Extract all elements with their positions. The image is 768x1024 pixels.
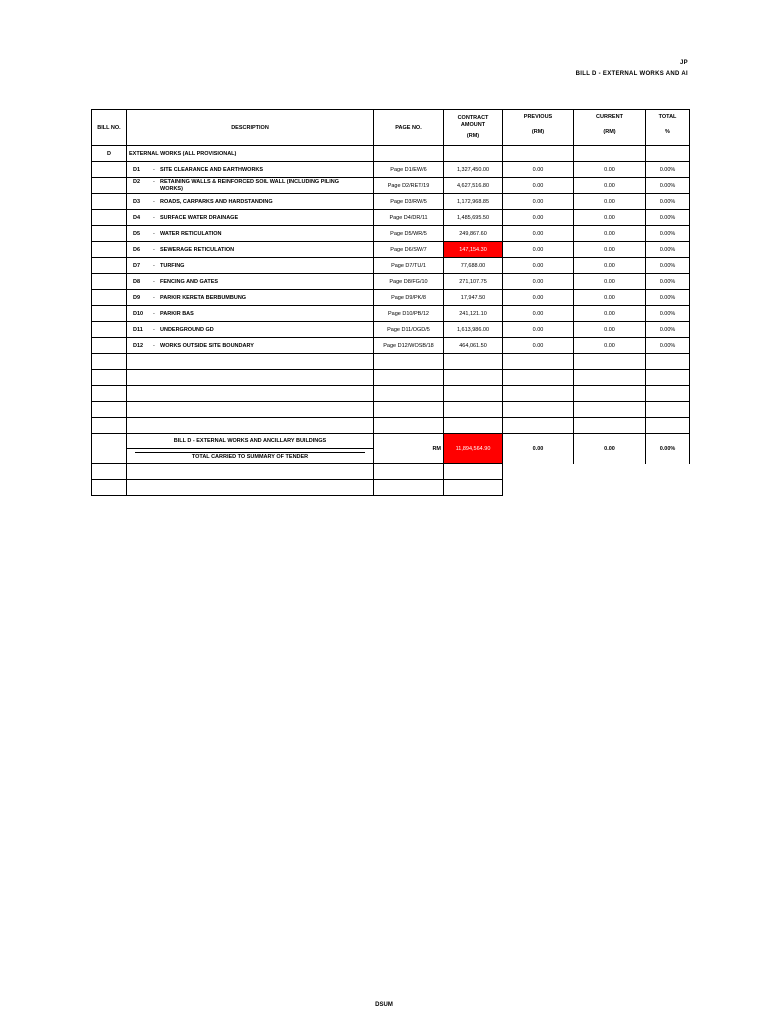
row-description: D6 - SEWERAGE RETICULATION [127, 242, 374, 258]
summary-page [374, 434, 444, 464]
col-current: CURRENT (RM) [574, 110, 646, 146]
row-current: 0.00 [574, 210, 646, 226]
row-description: D11 - UNDERGROUND GD [127, 322, 374, 338]
row-page-no: Page D1/EW/6 [374, 162, 444, 178]
table-row [92, 258, 690, 274]
row-code: D1 [133, 166, 141, 173]
row-description: D3 - ROADS, CARPARKS AND HARDSTANDING [127, 194, 374, 210]
row-total: 0.00% [646, 306, 690, 322]
empty-cell [444, 370, 503, 386]
row-desc-text: ROADS, CARPARKS AND HARDSTANDING [160, 198, 273, 205]
row-previous: 0.00 [503, 194, 574, 210]
empty-row [92, 386, 690, 402]
empty-cell [127, 464, 374, 480]
empty-cell [646, 354, 690, 370]
summary-description [127, 434, 374, 449]
sheet-footer: DSUM [375, 1002, 393, 1008]
row-page-no: Page D11/OGD/5 [374, 322, 444, 338]
row-description: D10 - PARKIR BAS [127, 306, 374, 322]
row-description: D9 - PARKIR KERETA BERBUMBUNG [127, 290, 374, 306]
row-bill-no [92, 258, 127, 274]
row-contract-amount: 1,172,968.85 [444, 194, 503, 210]
summary-total: 0.00% [646, 434, 690, 464]
row-desc-text: SEWERAGE RETICULATION [160, 246, 235, 253]
empty-row [92, 402, 690, 418]
col-contract-amount: CONTRACT AMOUNT (RM) [444, 110, 503, 146]
empty-cell [374, 354, 444, 370]
row-total: 0.00% [646, 226, 690, 242]
empty-cell [646, 480, 690, 496]
empty-cell [127, 402, 374, 418]
section-title: EXTERNAL WORKS (ALL PROVISIONAL) [127, 146, 374, 162]
row-bill-no [92, 322, 127, 338]
empty-cell [92, 418, 127, 434]
row-contract-amount: 1,327,450.00 [444, 162, 503, 178]
summary-amount: 11,894,564.90 [444, 434, 503, 464]
empty-row [92, 464, 690, 480]
row-contract-amount: 4,627,516.80 [444, 178, 503, 194]
row-page-no: Page D8/FG/10 [374, 274, 444, 290]
table-row [92, 178, 690, 194]
empty-cell [127, 480, 374, 496]
row-contract-amount: 17,947.50 [444, 290, 503, 306]
empty-cell [127, 354, 374, 370]
row-bill-no [92, 338, 127, 354]
row-total: 0.00% [646, 274, 690, 290]
row-code: D2 [133, 178, 141, 185]
row-page-no: Page D7/TU/1 [374, 258, 444, 274]
row-contract-amount: 271,107.75 [444, 274, 503, 290]
row-desc-text: PARKIR BAS [160, 310, 194, 317]
row-previous: 0.00 [503, 274, 574, 290]
row-current: 0.00 [574, 322, 646, 338]
row-page-no: Page D9/PK/8 [374, 290, 444, 306]
summary-rm-label: RM [432, 445, 441, 452]
empty-cell [374, 418, 444, 434]
row-previous: 0.00 [503, 242, 574, 258]
empty-cell [444, 480, 503, 496]
row-total: 0.00% [646, 210, 690, 226]
empty-row [92, 418, 690, 434]
table-row [92, 306, 690, 322]
row-current: 0.00 [574, 178, 646, 194]
table-row [92, 290, 690, 306]
table-row [92, 226, 690, 242]
row-total: 0.00% [646, 178, 690, 194]
table-row [92, 194, 690, 210]
col-page-no: PAGE NO. [374, 110, 444, 146]
row-contract-amount: 249,867.60 [444, 226, 503, 242]
empty-row [92, 354, 690, 370]
empty-cell [574, 418, 646, 434]
empty-cell [374, 464, 444, 480]
empty-cell [503, 418, 574, 434]
row-current: 0.00 [574, 226, 646, 242]
header-code: JP [680, 60, 688, 66]
row-bill-no [92, 162, 127, 178]
row-total: 0.00% [646, 258, 690, 274]
row-code: D11 [133, 326, 143, 333]
row-bill-no [92, 306, 127, 322]
row-desc-text: WORKS OUTSIDE SITE BOUNDARY [160, 342, 254, 349]
empty-cell [127, 370, 374, 386]
empty-cell [646, 418, 690, 434]
table-row [92, 210, 690, 226]
row-previous: 0.00 [503, 162, 574, 178]
empty-cell [92, 354, 127, 370]
row-description: D5 - WATER RETICULATION [127, 226, 374, 242]
row-page-no: Page D5/WR/5 [374, 226, 444, 242]
empty-cell [127, 418, 374, 434]
empty-cell [92, 402, 127, 418]
row-code: D10 [133, 310, 144, 317]
row-total: 0.00% [646, 322, 690, 338]
row-total: 0.00% [646, 242, 690, 258]
row-desc-text: RETAINING WALLS & REINFORCED SOIL WALL (INCLUDING PILING WORKS) [160, 178, 340, 192]
row-page-no: Page D12/WOSB/18 [374, 338, 444, 354]
row-code: D12 [133, 342, 144, 349]
summary-bill-no [92, 434, 127, 464]
empty-cell [574, 402, 646, 418]
row-desc-text: FENCING AND GATES [160, 278, 219, 285]
row-previous: 0.00 [503, 322, 574, 338]
empty-cell [444, 354, 503, 370]
summary-current: 0.00 [574, 434, 646, 464]
row-previous: 0.00 [503, 226, 574, 242]
row-page-no: Page D2/RET/19 [374, 178, 444, 194]
row-desc-text: TURFING [160, 262, 185, 269]
empty-cell [92, 386, 127, 402]
empty-cell [503, 402, 574, 418]
row-code: D4 [133, 214, 141, 221]
row-bill-no [92, 178, 127, 194]
summary-line2: TOTAL CARRIED TO SUMMARY OF TENDER [135, 452, 365, 461]
row-previous: 0.00 [503, 258, 574, 274]
row-total: 0.00% [646, 162, 690, 178]
empty-cell [374, 480, 444, 496]
row-bill-no [92, 210, 127, 226]
empty-cell [646, 464, 690, 480]
row-previous: 0.00 [503, 178, 574, 194]
header-bill-title: BILL D - EXTERNAL WORKS AND AI [575, 71, 688, 77]
row-page-no: Page D3/RW/5 [374, 194, 444, 210]
empty-cell [646, 370, 690, 386]
table-row [92, 242, 690, 258]
empty-cell [127, 386, 374, 402]
row-current: 0.00 [574, 338, 646, 354]
row-current: 0.00 [574, 290, 646, 306]
row-bill-no [92, 194, 127, 210]
row-contract-amount: 1,485,695.50 [444, 210, 503, 226]
row-desc-text: SURFACE WATER DRAINAGE [160, 214, 239, 221]
row-page-no: Page D6/SW/7 [374, 242, 444, 258]
col-total: TOTAL % [646, 110, 690, 146]
empty-cell [92, 464, 127, 480]
row-contract-amount: 77,688.00 [444, 258, 503, 274]
row-code: D8 [133, 278, 141, 285]
row-bill-no [92, 242, 127, 258]
row-desc-text: WATER RETICULATION [160, 230, 222, 237]
row-previous: 0.00 [503, 306, 574, 322]
empty-cell [574, 480, 646, 496]
table-row [92, 274, 690, 290]
col-previous: PREVIOUS (RM) [503, 110, 574, 146]
row-contract-amount: 1,613,986.00 [444, 322, 503, 338]
row-current: 0.00 [574, 242, 646, 258]
row-code: D9 [133, 294, 141, 301]
empty-cell [503, 464, 574, 480]
row-current: 0.00 [574, 258, 646, 274]
row-description: D1 - SITE CLEARANCE AND EARTHWORKS [127, 162, 374, 178]
empty-row [92, 480, 690, 496]
table-header-row [92, 110, 690, 146]
table-row [92, 162, 690, 178]
empty-cell [92, 480, 127, 496]
row-previous: 0.00 [503, 338, 574, 354]
row-description: D12 - WORKS OUTSIDE SITE BOUNDARY [127, 338, 374, 354]
row-contract-amount: 464,061.50 [444, 338, 503, 354]
empty-cell [574, 354, 646, 370]
empty-cell [444, 386, 503, 402]
row-total: 0.00% [646, 290, 690, 306]
empty-cell [503, 480, 574, 496]
summary-line1: BILL D - EXTERNAL WORKS AND ANCILLARY BUILDINGS [173, 437, 327, 444]
empty-cell [92, 370, 127, 386]
empty-cell [374, 402, 444, 418]
row-code: D6 [133, 246, 141, 253]
table-row [92, 338, 690, 354]
row-total: 0.00% [646, 338, 690, 354]
empty-cell [444, 464, 503, 480]
row-current: 0.00 [574, 162, 646, 178]
empty-cell [374, 370, 444, 386]
row-description: D7 - TURFING [127, 258, 374, 274]
row-code: D7 [133, 262, 141, 269]
row-description: D8 - FENCING AND GATES [127, 274, 374, 290]
row-bill-no [92, 290, 127, 306]
section-bill-no: D [92, 146, 127, 162]
empty-cell [444, 402, 503, 418]
row-description: D4 - SURFACE WATER DRAINAGE [127, 210, 374, 226]
row-contract-amount: 147,154.30 [444, 242, 503, 258]
col-description: DESCRIPTION [127, 110, 374, 146]
row-previous: 0.00 [503, 290, 574, 306]
row-previous: 0.00 [503, 210, 574, 226]
empty-cell [503, 370, 574, 386]
empty-cell [646, 386, 690, 402]
row-contract-amount: 241,121.10 [444, 306, 503, 322]
empty-cell [444, 418, 503, 434]
row-page-no: Page D4/DR/11 [374, 210, 444, 226]
row-desc-text: PARKIR KERETA BERBUMBUNG [160, 294, 247, 301]
table-row [92, 322, 690, 338]
empty-cell [574, 386, 646, 402]
row-page-no: Page D10/PB/12 [374, 306, 444, 322]
empty-row [92, 370, 690, 386]
empty-cell [503, 354, 574, 370]
row-code: D5 [133, 230, 141, 237]
row-current: 0.00 [574, 194, 646, 210]
row-desc-text: UNDERGROUND GD [160, 326, 214, 333]
summary-previous: 0.00 [503, 434, 574, 464]
row-code: D3 [133, 198, 141, 205]
summary-row [92, 434, 690, 449]
row-total: 0.00% [646, 194, 690, 210]
empty-cell [646, 402, 690, 418]
section-row [92, 146, 690, 162]
row-desc-text: SITE CLEARANCE AND EARTHWORKS [160, 166, 264, 173]
row-description: D2 - RETAINING WALLS & REINFORCED SOIL WALL (INCLUDING PILING WORKS) [127, 178, 374, 194]
col-bill-no: BILL NO. [92, 110, 127, 146]
summary-description-2 [127, 449, 374, 464]
empty-cell [503, 386, 574, 402]
empty-cell [574, 464, 646, 480]
row-current: 0.00 [574, 306, 646, 322]
empty-cell [374, 386, 444, 402]
row-bill-no [92, 274, 127, 290]
row-bill-no [92, 226, 127, 242]
bill-summary-table [91, 109, 690, 496]
row-current: 0.00 [574, 274, 646, 290]
empty-cell [574, 370, 646, 386]
